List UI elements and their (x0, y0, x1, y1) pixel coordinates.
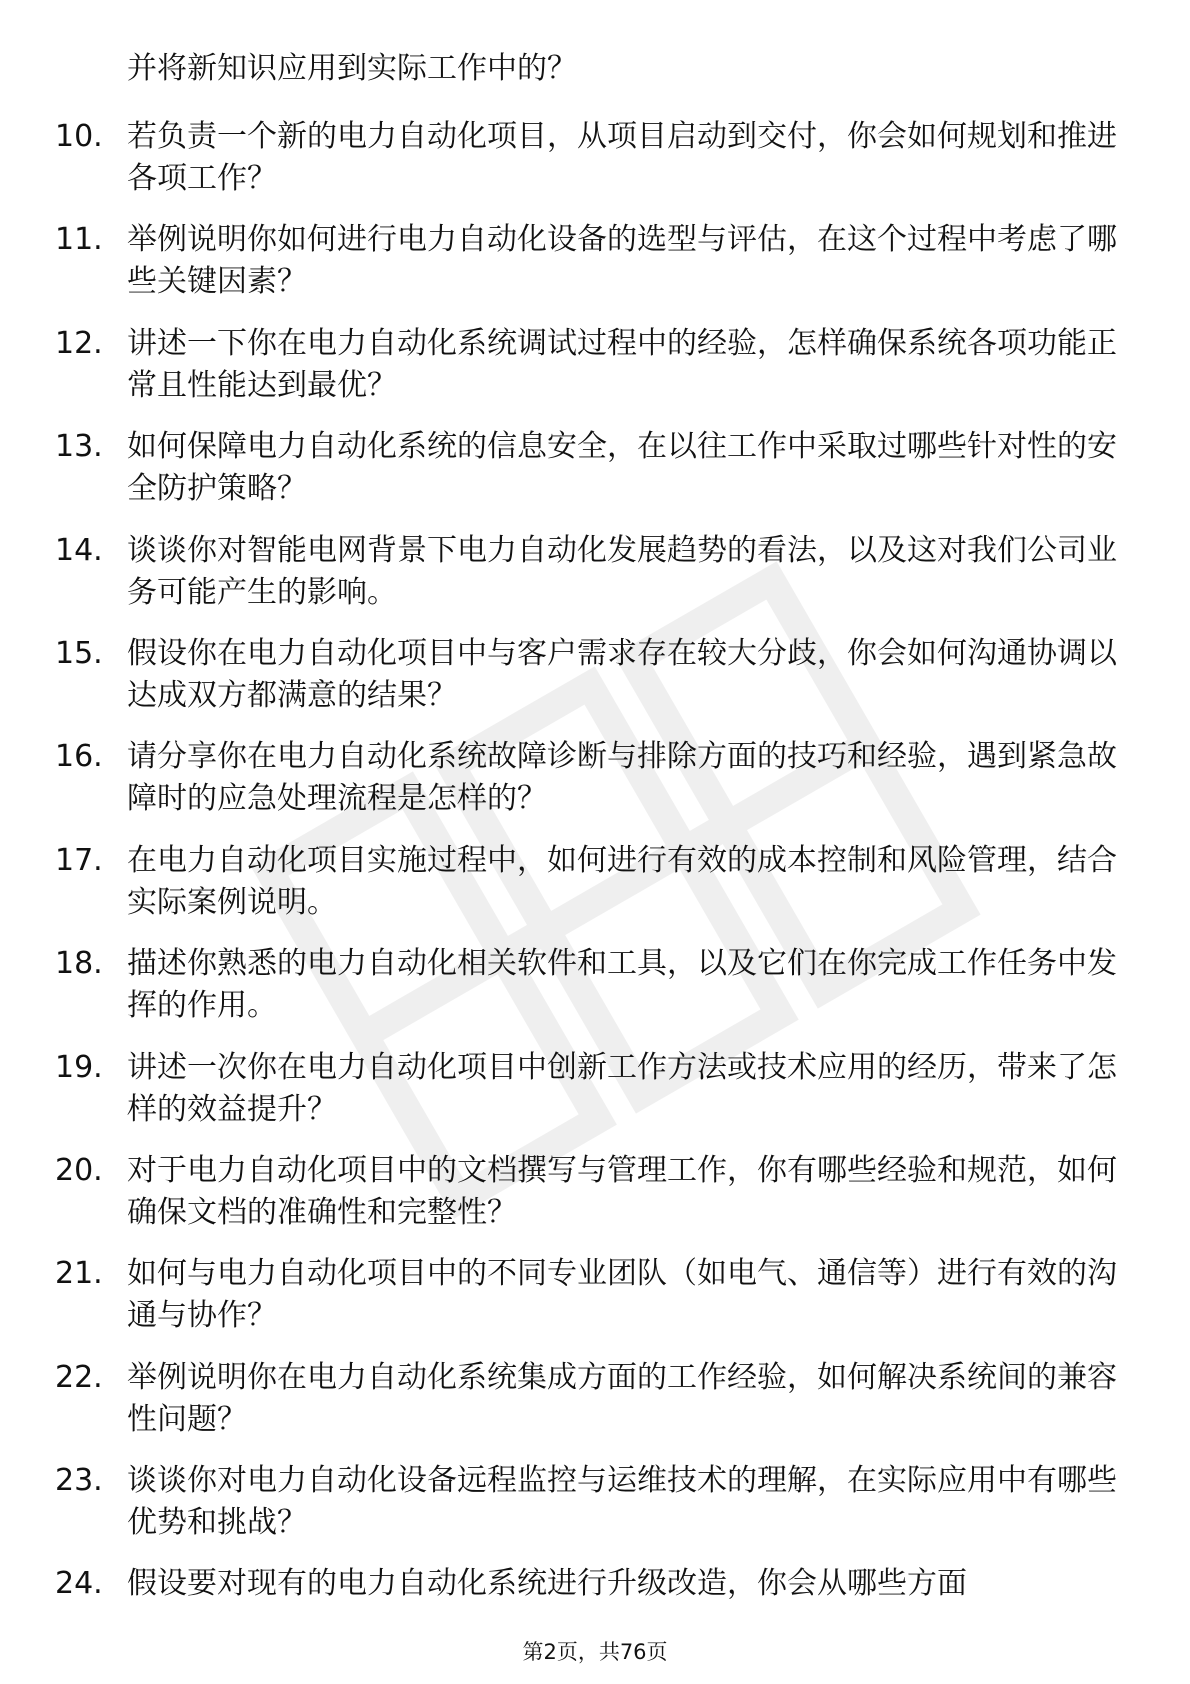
question-list (0, 116, 1190, 1667)
question-text: 谈谈你对智能电网背景下电力自动化发展趋势的看法，以及这对我们公司业务可能产生的影响。 (127, 532, 1117, 610)
question-number: 18. (55, 946, 103, 982)
question-item (0, 530, 1190, 633)
question-item (0, 219, 1190, 322)
question-text: 讲述一次你在电力自动化项目中创新工作方法或技术应用的经历，带来了怎样的效益提升？ (127, 1049, 1117, 1127)
question-text: 讲述一下你在电力自动化系统调试过程中的经验，怎样确保系统各项功能正常且性能达到最优？ (127, 325, 1117, 403)
question-number: 19. (55, 1049, 103, 1085)
question-item (0, 736, 1190, 839)
question-text: 举例说明你在电力自动化系统集成方面的工作经验，如何解决系统间的兼容性问题？ (127, 1359, 1117, 1437)
question-number: 13. (55, 429, 103, 465)
question-item (0, 840, 1190, 943)
question-item (0, 943, 1190, 1046)
question-number: 21. (55, 1256, 103, 1292)
continuation-text: 并将新知识应用到实际工作中的？ (127, 51, 577, 86)
question-text: 若负责一个新的电力自动化项目，从项目启动到交付，你会如何规划和推进各项工作？ (127, 119, 1117, 196)
question-item (0, 323, 1190, 426)
question-item (0, 1253, 1190, 1356)
question-item (0, 1047, 1190, 1150)
question-text: 假设你在电力自动化项目中与客户需求存在较大分歧，你会如何沟通协调以达成双方都满意的结果？ (127, 635, 1117, 713)
question-text: 请分享你在电力自动化系统故障诊断与排除方面的技巧和经验，遇到紧急故障时的应急处理流程是怎样的？ (127, 739, 1117, 817)
question-text: 假设要对现有的电力自动化系统进行升级改造，你会从哪些方面 (127, 1566, 967, 1602)
question-number: 15. (55, 635, 103, 671)
question-number: 11. (55, 222, 103, 258)
question-text: 在电力自动化项目实施过程中，如何进行有效的成本控制和风险管理，结合实际案例说明。 (127, 842, 1117, 920)
question-text: 如何保障电力自动化系统的信息安全，在以往工作中采取过哪些针对性的安全防护策略？ (127, 429, 1117, 507)
question-item (0, 1357, 1190, 1460)
question-item (0, 116, 1190, 219)
question-number: 16. (55, 739, 103, 775)
question-number: 20. (55, 1152, 103, 1188)
question-number: 22. (55, 1359, 103, 1395)
question-text: 举例说明你如何进行电力自动化设备的选型与评估，在这个过程中考虑了哪些关键因素？ (127, 222, 1117, 300)
question-item (0, 633, 1190, 736)
question-number: 12. (55, 325, 103, 361)
question-item (0, 426, 1190, 529)
page-footer: 第2页，共76页 (522, 1640, 668, 1664)
question-item (0, 1150, 1190, 1253)
question-text: 谈谈你对电力自动化设备远程监控与运维技术的理解，在实际应用中有哪些优势和挑战？ (127, 1463, 1117, 1541)
question-text: 描述你熟悉的电力自动化相关软件和工具，以及它们在你完成工作任务中发挥的作用。 (127, 946, 1117, 1024)
question-number: 17. (55, 842, 103, 878)
question-text: 如何与电力自动化项目中的不同专业团队（如电气、通信等）进行有效的沟通与协作？ (127, 1256, 1117, 1334)
question-number: 23. (55, 1463, 103, 1499)
question-number: 24. (55, 1566, 103, 1602)
question-number: 10. (55, 119, 103, 154)
question-text: 对于电力自动化项目中的文档撰写与管理工作，你有哪些经验和规范，如何确保文档的准确性和完整性？ (127, 1152, 1117, 1230)
question-item (0, 1460, 1190, 1563)
question-number: 14. (55, 532, 103, 568)
